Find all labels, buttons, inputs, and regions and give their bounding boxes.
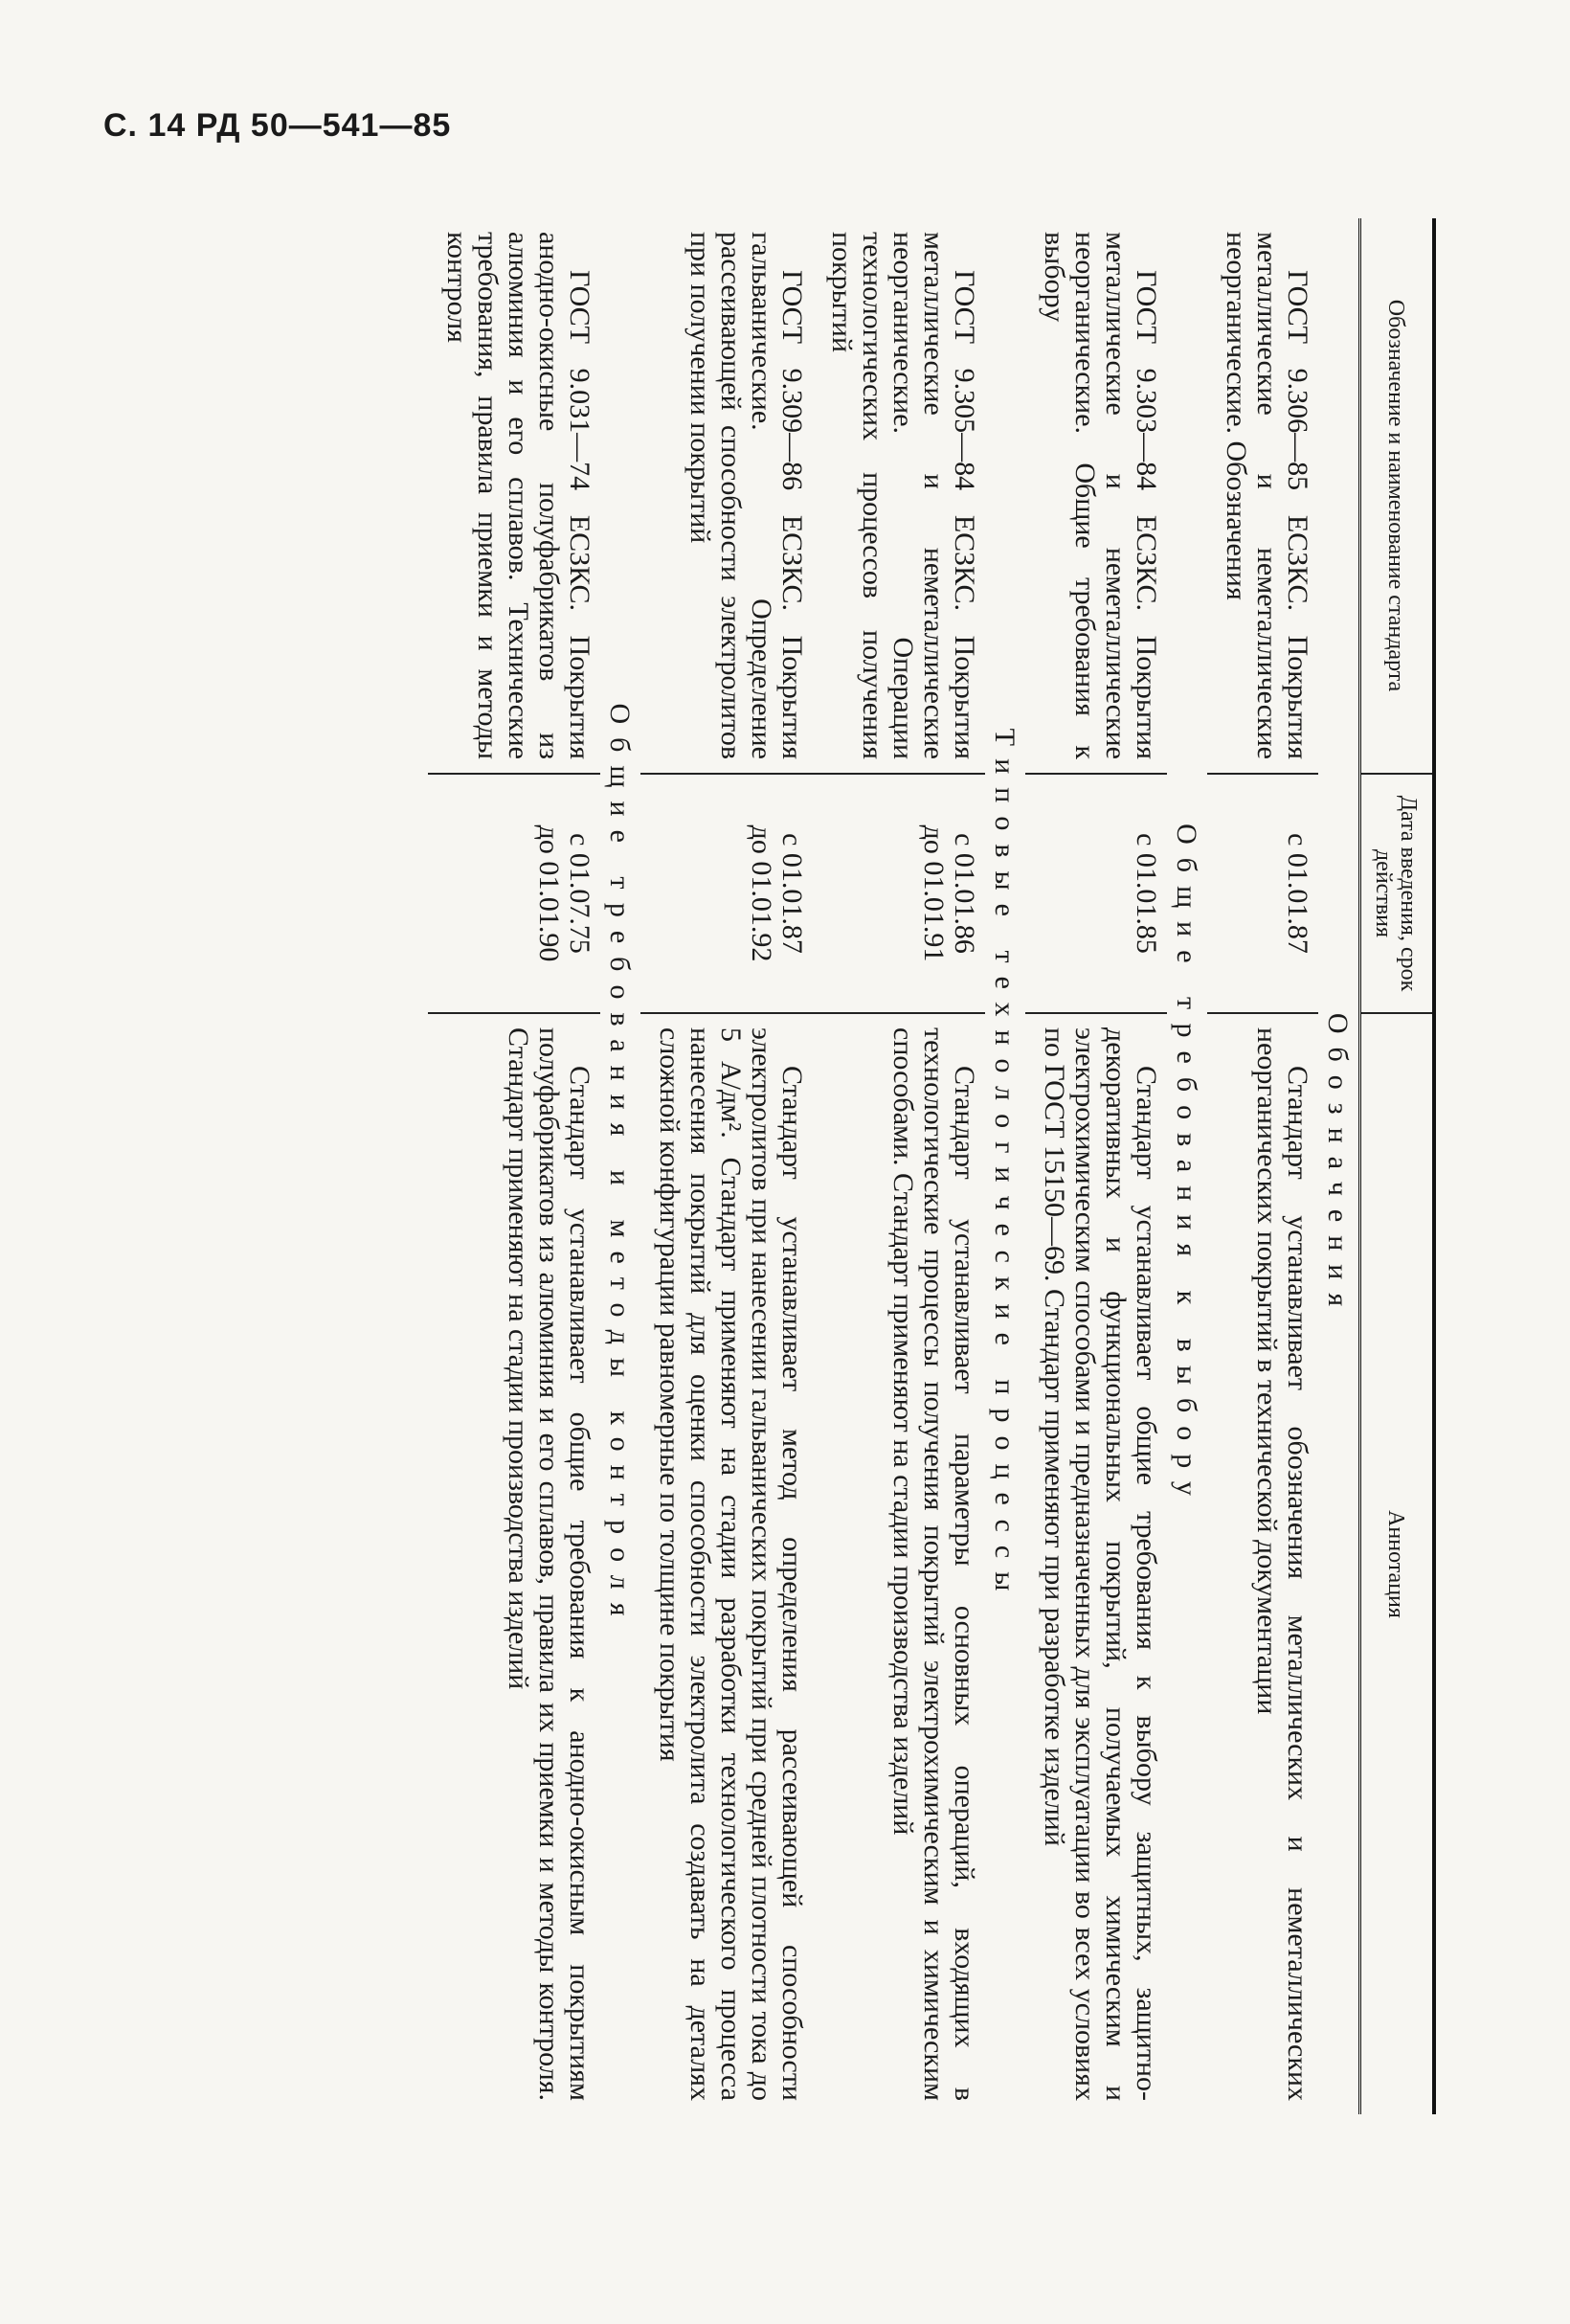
annotation — [1207, 1013, 1318, 2114]
standard-designation — [1025, 218, 1167, 774]
standard-designation-text: ГОСТ 9.303—84 ЕСЗКС. Покрытия металлические и неметаллические неорганические. Общие требования к выбору — [1039, 232, 1162, 759]
annotation-text: Стандарт устанавливает общие требования к выбору защитных, защитно-декоративных и функциональных покрытий, получаемых химическим и электрохимическим способами и предназначенных для эксплуатации во всех условиях по ГОСТ 15150—69. Стандарт применяют при разработке изделий — [1039, 1027, 1162, 2101]
table-body — [428, 218, 1360, 2114]
standard-designation — [1207, 218, 1318, 774]
section-row — [1318, 218, 1360, 2114]
annotation-text: Стандарт устанавливает параметры основных операций, входящих в технологические процессы получения покрытий электрохимическим и химическим способами. Стандарт применяют на стадии производства изделий — [887, 1027, 980, 2101]
column-header-date: Дата введения, срок действия — [1360, 774, 1435, 1013]
standard-designation — [640, 218, 813, 774]
table-row — [1025, 218, 1167, 2114]
standard-designation-text: ГОСТ 9.306—85 ЕСЗКС. Покрытия металлические и неметаллические неорганические. Обозначения — [1221, 232, 1313, 759]
section-title: Общие требования к выбору — [1171, 824, 1202, 1509]
effective-date-line: с 01.01.87 — [776, 833, 808, 954]
standard-designation-text: ГОСТ 9.305—84 ЕСЗКС. Покрытия металлические и неметаллические неорганические. Операции технологических процессов получения покрытий — [826, 232, 980, 759]
effective-date — [428, 774, 600, 1013]
column-header-designation: Обозначение и наименование стандарта — [1360, 218, 1435, 774]
standard-designation-text: ГОСТ 9.309—86 ЕСЗКС. Покрытия гальванические. Определение рассеивающей способности электролитов при получении покрытий — [684, 232, 808, 759]
effective-date — [1025, 774, 1167, 1013]
section-row — [1167, 218, 1207, 2114]
effective-date — [640, 774, 813, 1013]
column-header-annotation: Аннотация — [1360, 1013, 1435, 2114]
section-title: Обозначения — [1322, 1012, 1354, 1320]
annotation — [813, 1013, 985, 2114]
effective-date-line: до 01.01.90 — [533, 824, 565, 962]
effective-date — [1207, 774, 1318, 1013]
annotation — [428, 1013, 600, 2114]
effective-date-line: с 01.01.86 — [949, 833, 980, 954]
annotation — [1025, 1013, 1167, 2114]
annotation-text: Стандарт устанавливает метод определения рассеивающей способности электролитов при нанесении гальванических покрытий при средней плотности тока до 5 А/дм². Стандарт применяют на стадии разработки технологического процесса нанесения покрытий для оценки способности электролита создавать на деталях сложной конфигурации равномерные по толщине покрытия — [654, 1027, 808, 2101]
section-row — [600, 218, 640, 2114]
effective-date-line: до 01.01.91 — [918, 824, 950, 962]
section-row — [985, 218, 1025, 2114]
rotated-table-container — [96, 218, 1436, 2114]
table-header-row — [1360, 218, 1435, 2114]
annotation — [640, 1013, 813, 2114]
standards-table — [428, 218, 1436, 2114]
table-row — [813, 218, 985, 2114]
effective-date-line: с 01.07.75 — [564, 833, 595, 954]
annotation-text: Стандарт устанавливает обозначения металлических и неметаллических неорганических покрытий в технической документации — [1251, 1027, 1313, 2101]
section-title: Общие требования и методы контроля — [604, 703, 636, 1630]
standard-designation — [813, 218, 985, 774]
effective-date-line: с 01.01.87 — [1282, 833, 1313, 954]
effective-date — [813, 774, 985, 1013]
table-row — [640, 218, 813, 2114]
page-header: С. 14 РД 50—541—85 — [103, 107, 452, 144]
table-row — [428, 218, 600, 2114]
effective-date-line: с 01.01.85 — [1131, 833, 1162, 954]
effective-date-line: до 01.01.92 — [746, 824, 777, 962]
annotation-text: Стандарт устанавливает общие требования к анодно-окисным покрытиям полуфабрикатов из алюминия и его сплавов, правила их приемки и методы контроля. Стандарт применяют на стадии производства изделий — [503, 1027, 595, 2101]
standard-designation — [428, 218, 600, 774]
section-title: Типовые технологические процессы — [989, 728, 1020, 1605]
standard-designation-text: ГОСТ 9.031—74 ЕСЗКС. Покрытия анодно-окисные полуфабрикатов из алюминия и его сплавов. Технические требования, правила приемки и методы контроля — [441, 232, 595, 759]
table-row — [1207, 218, 1318, 2114]
